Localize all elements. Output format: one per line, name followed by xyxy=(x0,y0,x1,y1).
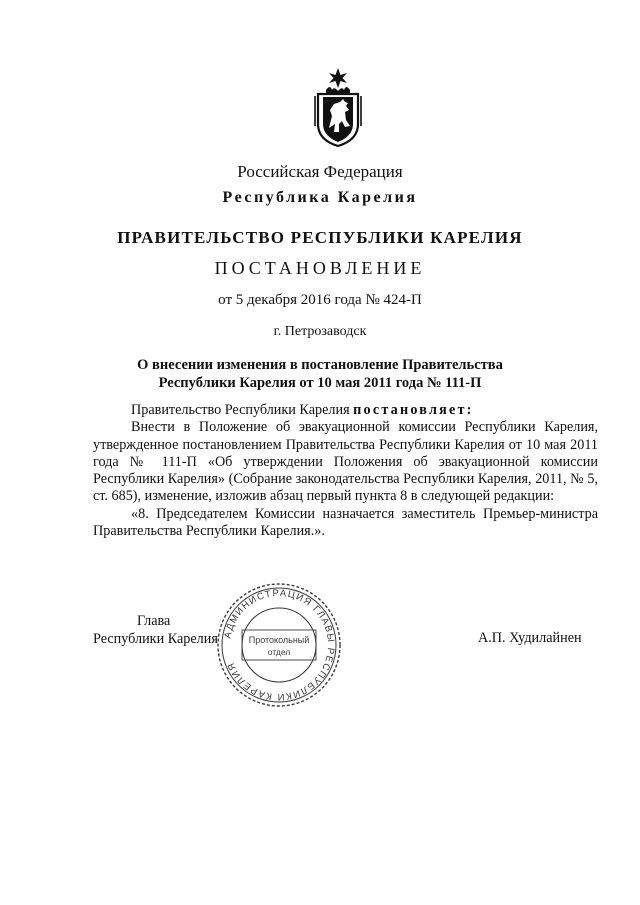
government-name: ПРАВИТЕЛЬСТВО РЕСПУБЛИКИ КАРЕЛИЯ xyxy=(117,228,523,247)
intro-line xyxy=(93,402,598,419)
official-stamp-icon xyxy=(214,580,344,710)
paragraph-amendment: Внести в Положение об эвакуационной комиссии Республики Карелия, утвержденное постановлением Правительства Республики Карелия от 10 мая 2011 года № 111-П «Об утверждении Положения об эвакуационной комиссии Республики Карелия» (Собрание законодательства Республики Карелия, 2011, № 5, ст. 685), изменение, изложив абзац первый пункта 8 в следующей редакции: xyxy=(93,419,598,505)
coat-of-arms-icon xyxy=(312,66,364,148)
subject-line-2: Республики Карелия от 10 мая 2011 года № 111-П xyxy=(158,375,482,391)
signatory-name: А.П. Худилайнен xyxy=(478,630,582,646)
stamp-center-line-2: отдел xyxy=(267,647,291,657)
subject-line-1: О внесении изменения в постановление Правительства xyxy=(137,357,503,373)
signatory-title-line-1: Глава xyxy=(137,613,171,629)
document-type: ПОСТАНОВЛЕНИЕ xyxy=(214,258,426,278)
intro-text: Правительство Республики Карелия xyxy=(131,402,354,418)
stamp-center-line-1: Протокольный xyxy=(248,635,310,645)
stamp-ring-text: АДМИНИСТРАЦИЯ ГЛАВЫ РЕСПУБЛИКИ КАРЕЛИЯ xyxy=(222,587,337,703)
document-city: г. Петрозаводск xyxy=(273,324,367,339)
republic-name: Республика Карелия xyxy=(222,189,418,206)
document-subject xyxy=(0,356,640,392)
document-body xyxy=(93,402,598,540)
paragraph-new-text: «8. Председателем Комиссии назначается заместитель Премьер-министра Правительства Республики Карелия.». xyxy=(93,505,598,540)
intro-keyword: постановляет: xyxy=(353,402,474,418)
document-date-number: от 5 декабря 2016 года № 424-П xyxy=(218,292,422,308)
country-name: Российская Федерация xyxy=(237,162,403,181)
signatory-title xyxy=(93,612,218,648)
signatory-title-line-2: Республики Карелия xyxy=(93,631,218,647)
